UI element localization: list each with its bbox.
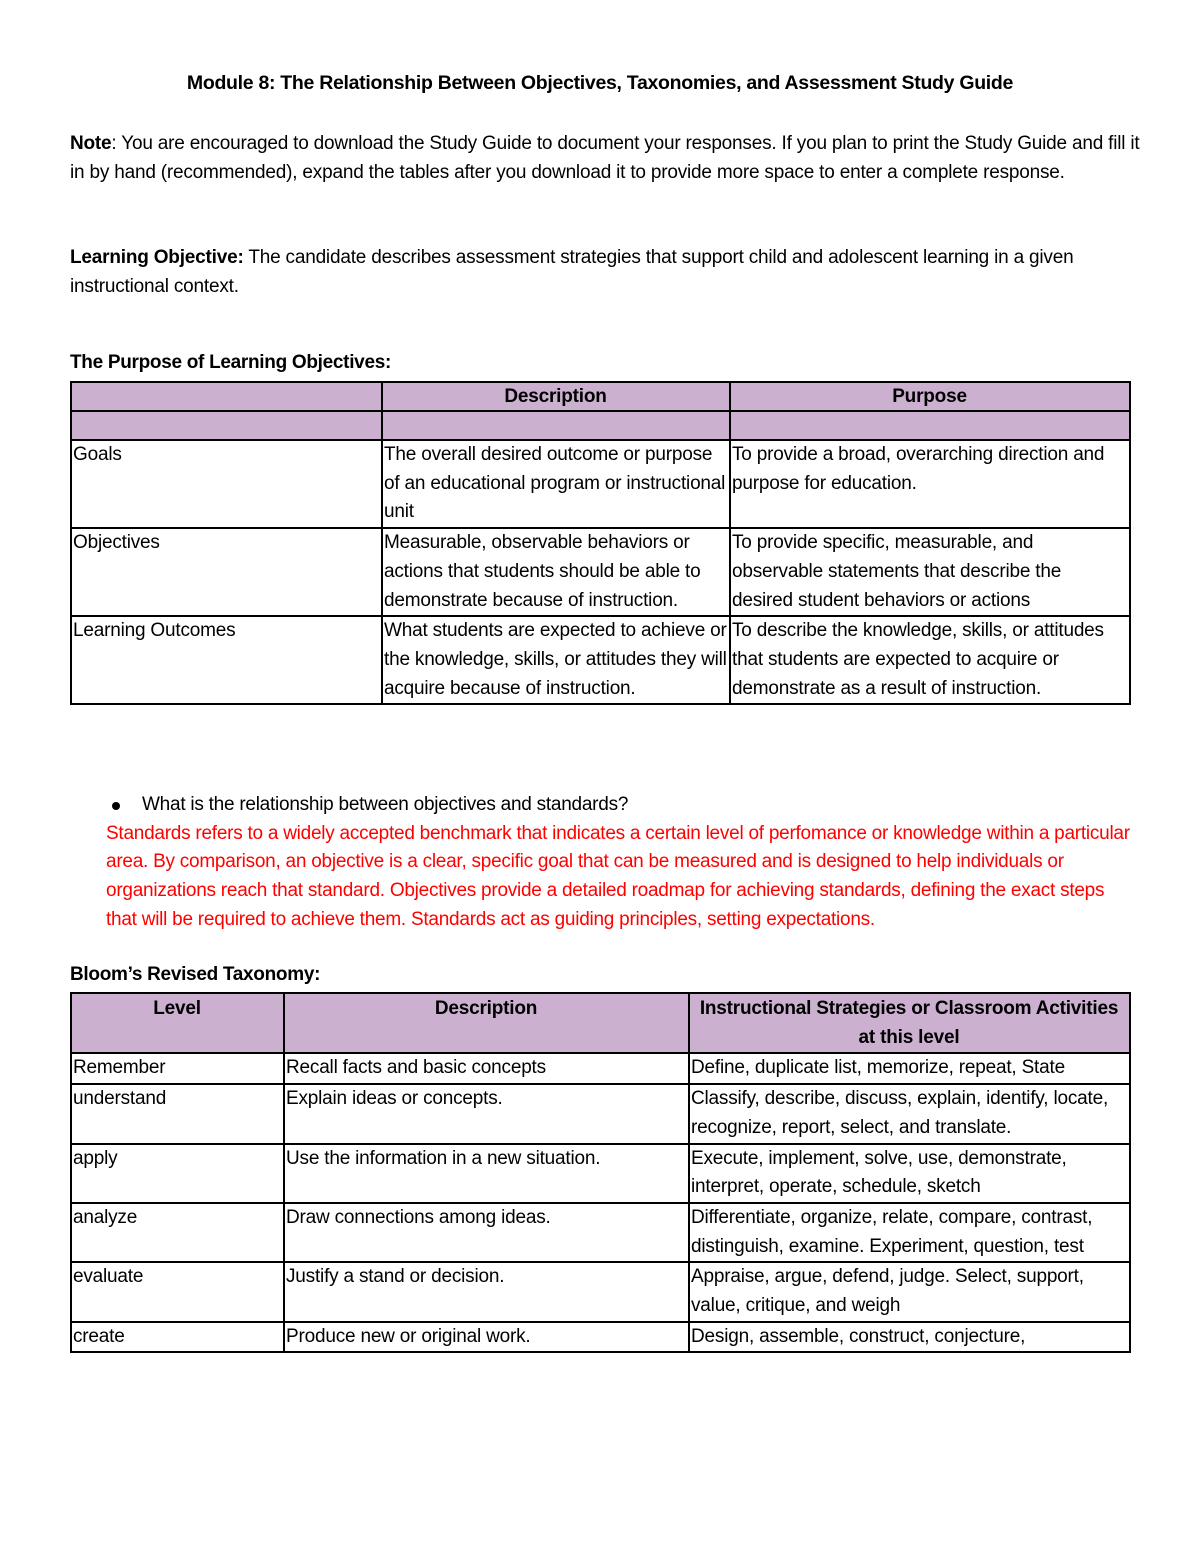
- term-cell: Learning Outcomes: [71, 616, 382, 704]
- blooms-taxonomy-table: [70, 992, 1131, 1353]
- table-row: [71, 1203, 1130, 1262]
- header-cell-description: Description: [284, 993, 689, 1053]
- description-cell[interactable]: What students are expected to achieve or the knowledge, skills, or attitudes they will acquire because of instruction.: [382, 616, 730, 704]
- bullet-icon: [112, 802, 120, 810]
- table-header-row: [71, 993, 1130, 1053]
- activities-cell[interactable]: Design, assemble, construct, conjecture,: [689, 1322, 1130, 1353]
- note-text: : You are encouraged to download the Study Guide to document your responses. If you plan to print the Study Guide and fill it in by hand (recommended), expand the tables after you download it to provide more space to enter a complete response.: [70, 133, 1140, 183]
- learning-objective-paragraph: [70, 244, 1140, 301]
- header-cell-description: Description: [382, 382, 730, 411]
- level-cell: create: [71, 1322, 284, 1353]
- level-cell: analyze: [71, 1203, 284, 1262]
- learning-objective-text: The candidate describes assessment strategies that support child and adolescent learning in a given instructional context.: [70, 247, 1074, 297]
- header-cell-purpose: Purpose: [730, 382, 1130, 411]
- table-row: [71, 1053, 1130, 1084]
- question-text: What is the relationship between objectives and standards?: [142, 794, 629, 815]
- page-title: Module 8: The Relationship Between Objectives, Taxonomies, and Assessment Study Guide: [186, 72, 1014, 94]
- header-cell-level: Level: [71, 993, 284, 1053]
- activities-cell[interactable]: Classify, describe, discuss, explain, identify, locate, recognize, report, select, and translate.: [689, 1084, 1130, 1143]
- table-row: [71, 1084, 1130, 1143]
- activities-cell[interactable]: Define, duplicate list, memorize, repeat, State: [689, 1053, 1130, 1084]
- purpose-cell[interactable]: To provide a broad, overarching direction and purpose for education.: [730, 440, 1130, 528]
- bullet-question: [106, 791, 1136, 820]
- table-row: [71, 1144, 1130, 1203]
- level-cell: apply: [71, 1144, 284, 1203]
- answer-text[interactable]: Standards refers to a widely accepted benchmark that indicates a certain level of perfomance or knowledge within a particular area. By comparison, an objective is a clear, specific goal that can be measured and is designed to help individuals or organizations reach that standard. Objectives provide a detailed roadmap for achieving standards, defining the exact steps that will be required to achieve them. Standards act as guiding principles, setting expectations.: [106, 822, 1130, 930]
- level-cell: evaluate: [71, 1262, 284, 1321]
- blank-header-row: [71, 411, 1130, 440]
- blank-cell[interactable]: [382, 411, 730, 440]
- table-row: [71, 528, 1130, 616]
- description-cell[interactable]: Draw connections among ideas.: [284, 1203, 689, 1262]
- table-row: [71, 1322, 1130, 1353]
- note-label: Note: [70, 133, 112, 154]
- blank-cell[interactable]: [730, 411, 1130, 440]
- purpose-table-heading: The Purpose of Learning Objectives:: [70, 352, 392, 373]
- header-cell-term: [71, 382, 382, 411]
- purpose-cell[interactable]: To provide specific, measurable, and observable statements that describe the desired student behaviors or actions: [730, 528, 1130, 616]
- bloom-table-heading: Bloom’s Revised Taxonomy:: [70, 964, 321, 985]
- learning-objective-label: Learning Objective:: [70, 247, 244, 268]
- note-paragraph: [70, 130, 1140, 187]
- term-cell: Objectives: [71, 528, 382, 616]
- description-cell[interactable]: Produce new or original work.: [284, 1322, 689, 1353]
- description-cell[interactable]: Use the information in a new situation.: [284, 1144, 689, 1203]
- term-cell: Goals: [71, 440, 382, 528]
- description-cell[interactable]: Measurable, observable behaviors or actions that students should be able to demonstrate because of instruction.: [382, 528, 730, 616]
- description-cell[interactable]: Justify a stand or decision.: [284, 1262, 689, 1321]
- description-cell[interactable]: Recall facts and basic concepts: [284, 1053, 689, 1084]
- activities-cell[interactable]: Execute, implement, solve, use, demonstrate, interpret, operate, schedule, sketch: [689, 1144, 1130, 1203]
- table-row: [71, 440, 1130, 528]
- description-cell[interactable]: The overall desired outcome or purpose of an educational program or instructional unit: [382, 440, 730, 528]
- purpose-cell[interactable]: To describe the knowledge, skills, or attitudes that students are expected to acquire or demonstrate as a result of instruction.: [730, 616, 1130, 704]
- purpose-of-objectives-table: [70, 381, 1131, 705]
- blank-cell[interactable]: [71, 411, 382, 440]
- level-cell: understand: [71, 1084, 284, 1143]
- table-row: [71, 616, 1130, 704]
- table-row: [71, 1262, 1130, 1321]
- level-cell: Remember: [71, 1053, 284, 1084]
- table-header-row: [71, 382, 1130, 411]
- header-cell-activities: Instructional Strategies or Classroom Activities at this level: [689, 993, 1130, 1053]
- description-cell[interactable]: Explain ideas or concepts.: [284, 1084, 689, 1143]
- question-block: [106, 791, 1136, 935]
- activities-cell[interactable]: Differentiate, organize, relate, compare, contrast, distinguish, examine. Experiment, question, test: [689, 1203, 1130, 1262]
- activities-cell[interactable]: Appraise, argue, defend, judge. Select, support, value, critique, and weigh: [689, 1262, 1130, 1321]
